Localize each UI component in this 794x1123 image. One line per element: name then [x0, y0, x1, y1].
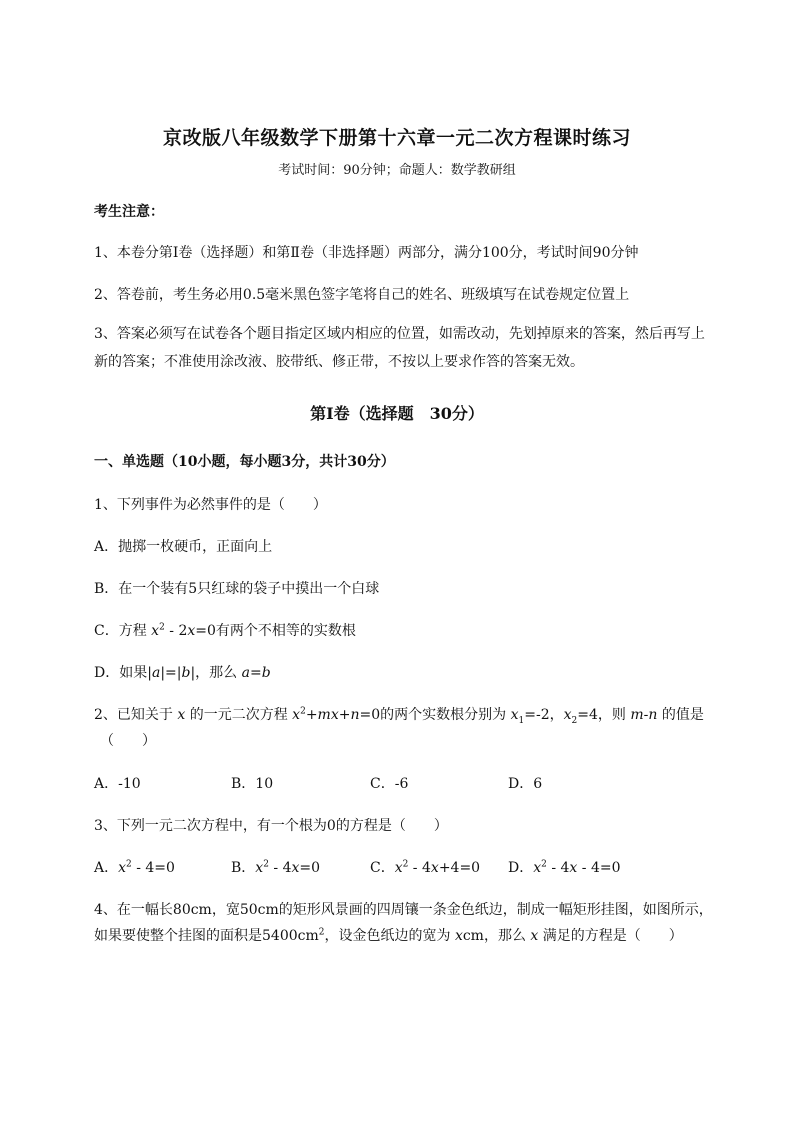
notice-heading: 考生注意： — [94, 204, 164, 220]
q1-option-c: C．方程 $x^2 - 2x=0$有两个不相等的实数根 — [94, 622, 356, 639]
q3-stem: 3、下列一元二次方程中，有一个根为0的方程是（ ） — [94, 818, 448, 834]
q4-line-1: 4、在一幅长80cm，宽50cm的矩形风景画的四周镶一条金色纸边，制成一幅矩形挂图，如图所示， — [94, 902, 713, 918]
q3-option-d: D．$x^2 - 4x - 4=0$ — [508, 859, 621, 876]
q1-option-b: B．在一个装有5只红球的袋子中摸出一个白球 — [94, 581, 380, 597]
q3-option-b: B．$x^2 - 4x=0$ — [231, 859, 321, 876]
q3-option-c: C．$x^2 - 4x+4=0$ — [370, 859, 481, 876]
part-heading: 一、单选题（10小题，每小题3分，共计30分） — [94, 454, 395, 470]
q2-option-c: C．-6 — [370, 776, 409, 792]
q4-line-2: 如果要使整个挂图的面积是$5400cm^2$，设金色纸边的宽为 xcm，那么 x 满足的方程是（ ） — [94, 927, 683, 944]
q1-stem: 1、下列事件为必然事件的是（ ） — [94, 497, 327, 513]
section-title: 第Ⅰ卷（选择题 30分） — [310, 404, 484, 423]
exam-info: 考试时间：90分钟；命题人：数学教研组 — [278, 163, 516, 178]
q2-option-d: D．6 — [508, 776, 543, 792]
notice-item-3: 3、答案必须写在试卷各个题目指定区域内相应的位置，如需改动，先划掉原来的答案，然后再写上新的答案；不准使用涂改液、胶带纸、修正带，不按以上要求作答的答案无效。 — [94, 326, 705, 370]
q1-option-d: D．如果|a|=|b|，那么 a=b — [94, 665, 271, 681]
q2-option-a: A．-10 — [94, 776, 141, 792]
q3-option-a: A．$x^2 - 4=0$ — [94, 859, 175, 876]
q2-option-b: B．10 — [231, 776, 274, 792]
q2-answer-paren: （ ） — [100, 733, 156, 749]
q1-option-a: A．抛掷一枚硬币，正面向上 — [94, 539, 273, 555]
notice-item-1: 1、本卷分第Ⅰ卷（选择题）和第Ⅱ卷（非选择题）两部分，满分100分，考试时间90分钟 — [94, 245, 639, 261]
notice-item-2: 2、答卷前，考生务必用0.5毫米黑色签字笔将自己的姓名、班级填写在试卷规定位置上 — [94, 287, 630, 303]
q2-stem: 2、已知关于 x 的一元二次方程 $x^2+mx+n=0$的两个实数根分别为 $x_1=-2$，$x_2=4$，则 m-n 的值是 — [94, 706, 704, 726]
page-title: 京改版八年级数学下册第十六章一元二次方程课时练习 — [162, 127, 631, 149]
